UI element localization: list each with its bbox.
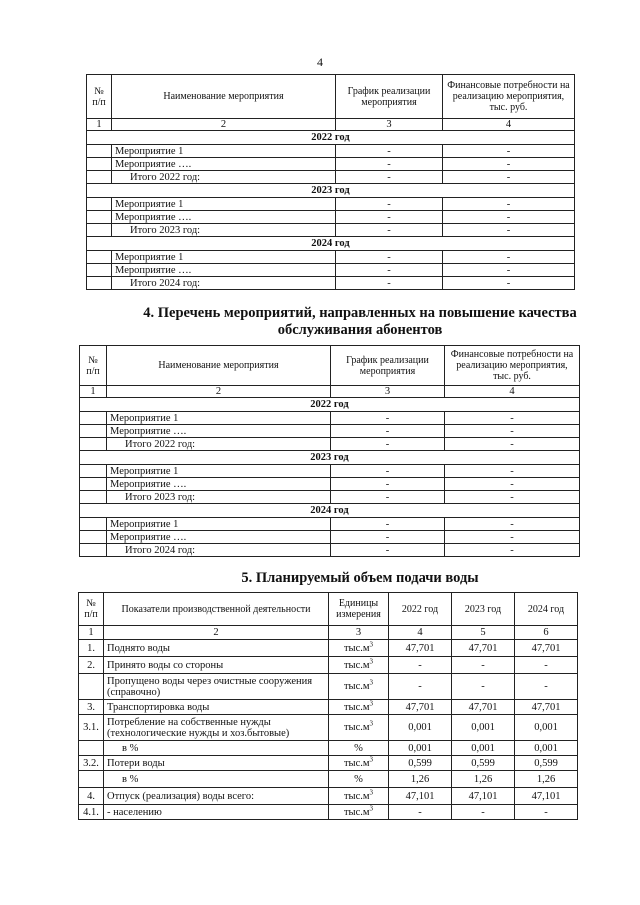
table-row bbox=[79, 805, 578, 820]
measures-table-2 bbox=[79, 345, 580, 557]
row-number bbox=[79, 771, 104, 788]
table-row bbox=[87, 251, 575, 264]
row-number: 4.1. bbox=[79, 805, 104, 820]
table-row bbox=[80, 491, 580, 504]
indicator-name: Поднято воды bbox=[104, 640, 329, 657]
col-units-header: Единицы измерения bbox=[329, 593, 389, 626]
indicator-name: Пропущено воды через очистные сооружения (справочно) bbox=[104, 674, 329, 700]
year-row: 2024 год bbox=[87, 237, 575, 251]
dash-cell: - bbox=[443, 224, 575, 237]
table-row bbox=[87, 211, 575, 224]
table-row bbox=[79, 771, 578, 788]
year-row: 2024 год bbox=[80, 504, 580, 518]
page-number: 4 bbox=[317, 55, 323, 69]
value-2024: 0,001 bbox=[515, 715, 578, 741]
measure-name: Мероприятие …. bbox=[112, 158, 336, 171]
total-label: Итого 2024 год: bbox=[112, 277, 336, 290]
row-number: 4. bbox=[79, 788, 104, 805]
dash-cell: - bbox=[443, 158, 575, 171]
value-2024: 0,001 bbox=[515, 741, 578, 756]
year-row: 2022 год bbox=[87, 131, 575, 145]
value-2022: 1,26 bbox=[389, 771, 452, 788]
indicator-name: в % bbox=[104, 741, 329, 756]
unit-cell bbox=[329, 715, 389, 741]
col-2024-header: 2024 год bbox=[515, 593, 578, 626]
value-2022: 0,599 bbox=[389, 756, 452, 771]
value-2024: 0,599 bbox=[515, 756, 578, 771]
col-schedule-header: График реализации мероприятия bbox=[331, 346, 445, 386]
unit-text: тыс.м bbox=[343, 757, 370, 769]
row-number: 3. bbox=[79, 700, 104, 715]
indicator-name: в % bbox=[104, 771, 329, 788]
value-2022: - bbox=[389, 805, 452, 820]
dash-cell: - bbox=[443, 198, 575, 211]
dash-cell: - bbox=[336, 251, 443, 264]
unit-cell bbox=[329, 640, 389, 657]
dash-cell: - bbox=[331, 465, 445, 478]
unit-cell bbox=[329, 700, 389, 715]
col-index: 2 bbox=[112, 119, 336, 131]
value-2024: - bbox=[515, 657, 578, 674]
col-index: 1 bbox=[79, 626, 104, 640]
table-row bbox=[79, 756, 578, 771]
col-index: 4 bbox=[445, 386, 580, 398]
unit-text: тыс.м bbox=[343, 659, 370, 671]
dash-cell: - bbox=[336, 224, 443, 237]
total-label: Итого 2022 год: bbox=[107, 438, 331, 451]
table-row bbox=[80, 412, 580, 425]
dash-cell: - bbox=[445, 465, 580, 478]
col-index: 3 bbox=[336, 119, 443, 131]
table-row bbox=[80, 531, 580, 544]
col-index: 2 bbox=[107, 386, 331, 398]
unit-text: тыс.м bbox=[343, 681, 370, 692]
dash-cell: - bbox=[336, 264, 443, 277]
dash-cell: - bbox=[336, 145, 443, 158]
col-index: 3 bbox=[329, 626, 389, 640]
table-row bbox=[79, 741, 578, 756]
table-row bbox=[87, 277, 575, 290]
value-2024: 47,701 bbox=[515, 640, 578, 657]
indicator-name: - населению bbox=[104, 805, 329, 820]
value-2023: - bbox=[452, 805, 515, 820]
value-2023: 1,26 bbox=[452, 771, 515, 788]
row-number: 3.2. bbox=[79, 756, 104, 771]
dash-cell: - bbox=[443, 171, 575, 184]
value-2022: 0,001 bbox=[389, 715, 452, 741]
indicator-name: Принято воды со стороны bbox=[104, 657, 329, 674]
total-label: Итого 2023 год: bbox=[107, 491, 331, 504]
table-row bbox=[87, 198, 575, 211]
dash-cell: - bbox=[336, 277, 443, 290]
value-2023: 0,599 bbox=[452, 756, 515, 771]
unit-text: тыс.м bbox=[343, 722, 370, 733]
value-2024: - bbox=[515, 674, 578, 700]
row-number bbox=[79, 741, 104, 756]
measure-name: Мероприятие 1 bbox=[107, 412, 331, 425]
dash-cell: - bbox=[443, 211, 575, 224]
table-row bbox=[87, 171, 575, 184]
unit-cell bbox=[329, 805, 389, 820]
col-num-header: № п/п bbox=[80, 346, 107, 386]
dash-cell: - bbox=[445, 518, 580, 531]
measure-name: Мероприятие …. bbox=[107, 531, 331, 544]
col-index: 1 bbox=[87, 119, 112, 131]
value-2022: - bbox=[389, 657, 452, 674]
year-row: 2023 год bbox=[80, 451, 580, 465]
section-4-title bbox=[96, 305, 624, 339]
measure-name: Мероприятие 1 bbox=[107, 518, 331, 531]
unit-superscript: 3 bbox=[369, 678, 374, 687]
unit-text: тыс.м bbox=[343, 806, 370, 818]
unit-text: тыс.м bbox=[343, 701, 370, 713]
col-name-header: Наименование мероприятия bbox=[107, 346, 331, 386]
measure-name: Мероприятие …. bbox=[107, 478, 331, 491]
table-row bbox=[79, 640, 578, 657]
measures-table-1 bbox=[86, 74, 575, 290]
table-row bbox=[80, 518, 580, 531]
value-2023: - bbox=[452, 657, 515, 674]
unit-cell: % bbox=[329, 771, 389, 788]
value-2022: 0,001 bbox=[389, 741, 452, 756]
row-number bbox=[79, 674, 104, 700]
unit-superscript: 3 bbox=[369, 719, 374, 728]
unit-superscript: 3 bbox=[369, 699, 374, 707]
col-index: 4 bbox=[443, 119, 575, 131]
value-2023: 0,001 bbox=[452, 715, 515, 741]
measure-name: Мероприятие …. bbox=[112, 264, 336, 277]
value-2023: - bbox=[452, 674, 515, 700]
col-index: 6 bbox=[515, 626, 578, 640]
measure-name: Мероприятие …. bbox=[112, 211, 336, 224]
indicator-name: Отпуск (реализация) воды всего: bbox=[104, 788, 329, 805]
indicator-name: Транспортировка воды bbox=[104, 700, 329, 715]
dash-cell: - bbox=[336, 158, 443, 171]
indicator-name: Потери воды bbox=[104, 756, 329, 771]
table-row bbox=[80, 425, 580, 438]
dash-cell: - bbox=[331, 531, 445, 544]
dash-cell: - bbox=[336, 198, 443, 211]
col-2022-header: 2022 год bbox=[389, 593, 452, 626]
value-2024: 47,101 bbox=[515, 788, 578, 805]
col-2023-header: 2023 год bbox=[452, 593, 515, 626]
value-2024: - bbox=[515, 805, 578, 820]
row-number: 3.1. bbox=[79, 715, 104, 741]
section-4-title-line: обслуживания абонентов bbox=[277, 322, 443, 338]
dash-cell: - bbox=[331, 491, 445, 504]
value-2023: 47,701 bbox=[452, 640, 515, 657]
table-row bbox=[79, 700, 578, 715]
dash-cell: - bbox=[445, 425, 580, 438]
unit-cell bbox=[329, 657, 389, 674]
col-index: 4 bbox=[389, 626, 452, 640]
dash-cell: - bbox=[443, 277, 575, 290]
dash-cell: - bbox=[443, 145, 575, 158]
unit-superscript: 3 bbox=[369, 657, 374, 665]
unit-text: тыс.м bbox=[343, 642, 370, 654]
col-index: 2 bbox=[104, 626, 329, 640]
value-2024: 47,701 bbox=[515, 700, 578, 715]
water-supply-table bbox=[78, 592, 578, 820]
unit-cell bbox=[329, 674, 389, 700]
col-indicator-header: Показатели производственной деятельности bbox=[104, 593, 329, 626]
table-row bbox=[87, 158, 575, 171]
unit-superscript: 3 bbox=[369, 788, 374, 796]
unit-cell bbox=[329, 756, 389, 771]
unit-superscript: 3 bbox=[369, 755, 374, 763]
table-row bbox=[80, 438, 580, 451]
value-2022: 47,101 bbox=[389, 788, 452, 805]
col-num-header: № п/п bbox=[79, 593, 104, 626]
col-index: 1 bbox=[80, 386, 107, 398]
table-row bbox=[87, 224, 575, 237]
dash-cell: - bbox=[331, 478, 445, 491]
row-number: 1. bbox=[79, 640, 104, 657]
section-5-title: 5. Планируемый объем подачи воды bbox=[241, 570, 479, 586]
col-name-header: Наименование мероприятия bbox=[112, 75, 336, 119]
total-label: Итого 2023 год: bbox=[112, 224, 336, 237]
dash-cell: - bbox=[443, 251, 575, 264]
table-row bbox=[79, 788, 578, 805]
value-2022: 47,701 bbox=[389, 640, 452, 657]
dash-cell: - bbox=[331, 425, 445, 438]
unit-text: тыс.м bbox=[343, 790, 370, 802]
unit-superscript: 3 bbox=[369, 640, 374, 648]
dash-cell: - bbox=[443, 264, 575, 277]
dash-cell: - bbox=[445, 478, 580, 491]
value-2022: - bbox=[389, 674, 452, 700]
col-num-header: № п/п bbox=[87, 75, 112, 119]
total-label: Итого 2022 год: bbox=[112, 171, 336, 184]
col-index: 3 bbox=[331, 386, 445, 398]
dash-cell: - bbox=[445, 531, 580, 544]
section-4-title-line: 4. Перечень мероприятий, направленных на повышение качества bbox=[143, 305, 577, 321]
dash-cell: - bbox=[331, 518, 445, 531]
measure-name: Мероприятие 1 bbox=[107, 465, 331, 478]
col-finance-header: Финансовые потребности на реализацию мероприятия, тыс. руб. bbox=[443, 75, 575, 119]
table-row bbox=[87, 145, 575, 158]
col-index: 5 bbox=[452, 626, 515, 640]
dash-cell: - bbox=[445, 491, 580, 504]
dash-cell: - bbox=[445, 438, 580, 451]
year-row: 2023 год bbox=[87, 184, 575, 198]
measure-name: Мероприятие …. bbox=[107, 425, 331, 438]
dash-cell: - bbox=[445, 412, 580, 425]
row-number: 2. bbox=[79, 657, 104, 674]
table-row bbox=[80, 544, 580, 557]
table-row bbox=[79, 657, 578, 674]
value-2022: 47,701 bbox=[389, 700, 452, 715]
unit-cell bbox=[329, 788, 389, 805]
measure-name: Мероприятие 1 bbox=[112, 251, 336, 264]
value-2023: 47,101 bbox=[452, 788, 515, 805]
dash-cell: - bbox=[331, 544, 445, 557]
dash-cell: - bbox=[336, 171, 443, 184]
dash-cell: - bbox=[331, 412, 445, 425]
value-2023: 0,001 bbox=[452, 741, 515, 756]
col-schedule-header: График реализации мероприятия bbox=[336, 75, 443, 119]
unit-cell: % bbox=[329, 741, 389, 756]
measure-name: Мероприятие 1 bbox=[112, 198, 336, 211]
value-2024: 1,26 bbox=[515, 771, 578, 788]
total-label: Итого 2024 год: bbox=[107, 544, 331, 557]
dash-cell: - bbox=[331, 438, 445, 451]
table-row bbox=[87, 264, 575, 277]
dash-cell: - bbox=[445, 544, 580, 557]
table-row bbox=[80, 465, 580, 478]
table-row bbox=[80, 478, 580, 491]
measure-name: Мероприятие 1 bbox=[112, 145, 336, 158]
unit-superscript: 3 bbox=[369, 804, 374, 812]
dash-cell: - bbox=[336, 211, 443, 224]
value-2023: 47,701 bbox=[452, 700, 515, 715]
col-finance-header: Финансовые потребности на реализацию мероприятия, тыс. руб. bbox=[445, 346, 580, 386]
table-row bbox=[79, 715, 578, 741]
year-row: 2022 год bbox=[80, 398, 580, 412]
table-row bbox=[79, 674, 578, 700]
indicator-name: Потребление на собственные нужды (технологические нужды и хоз.бытовые) bbox=[104, 715, 329, 741]
